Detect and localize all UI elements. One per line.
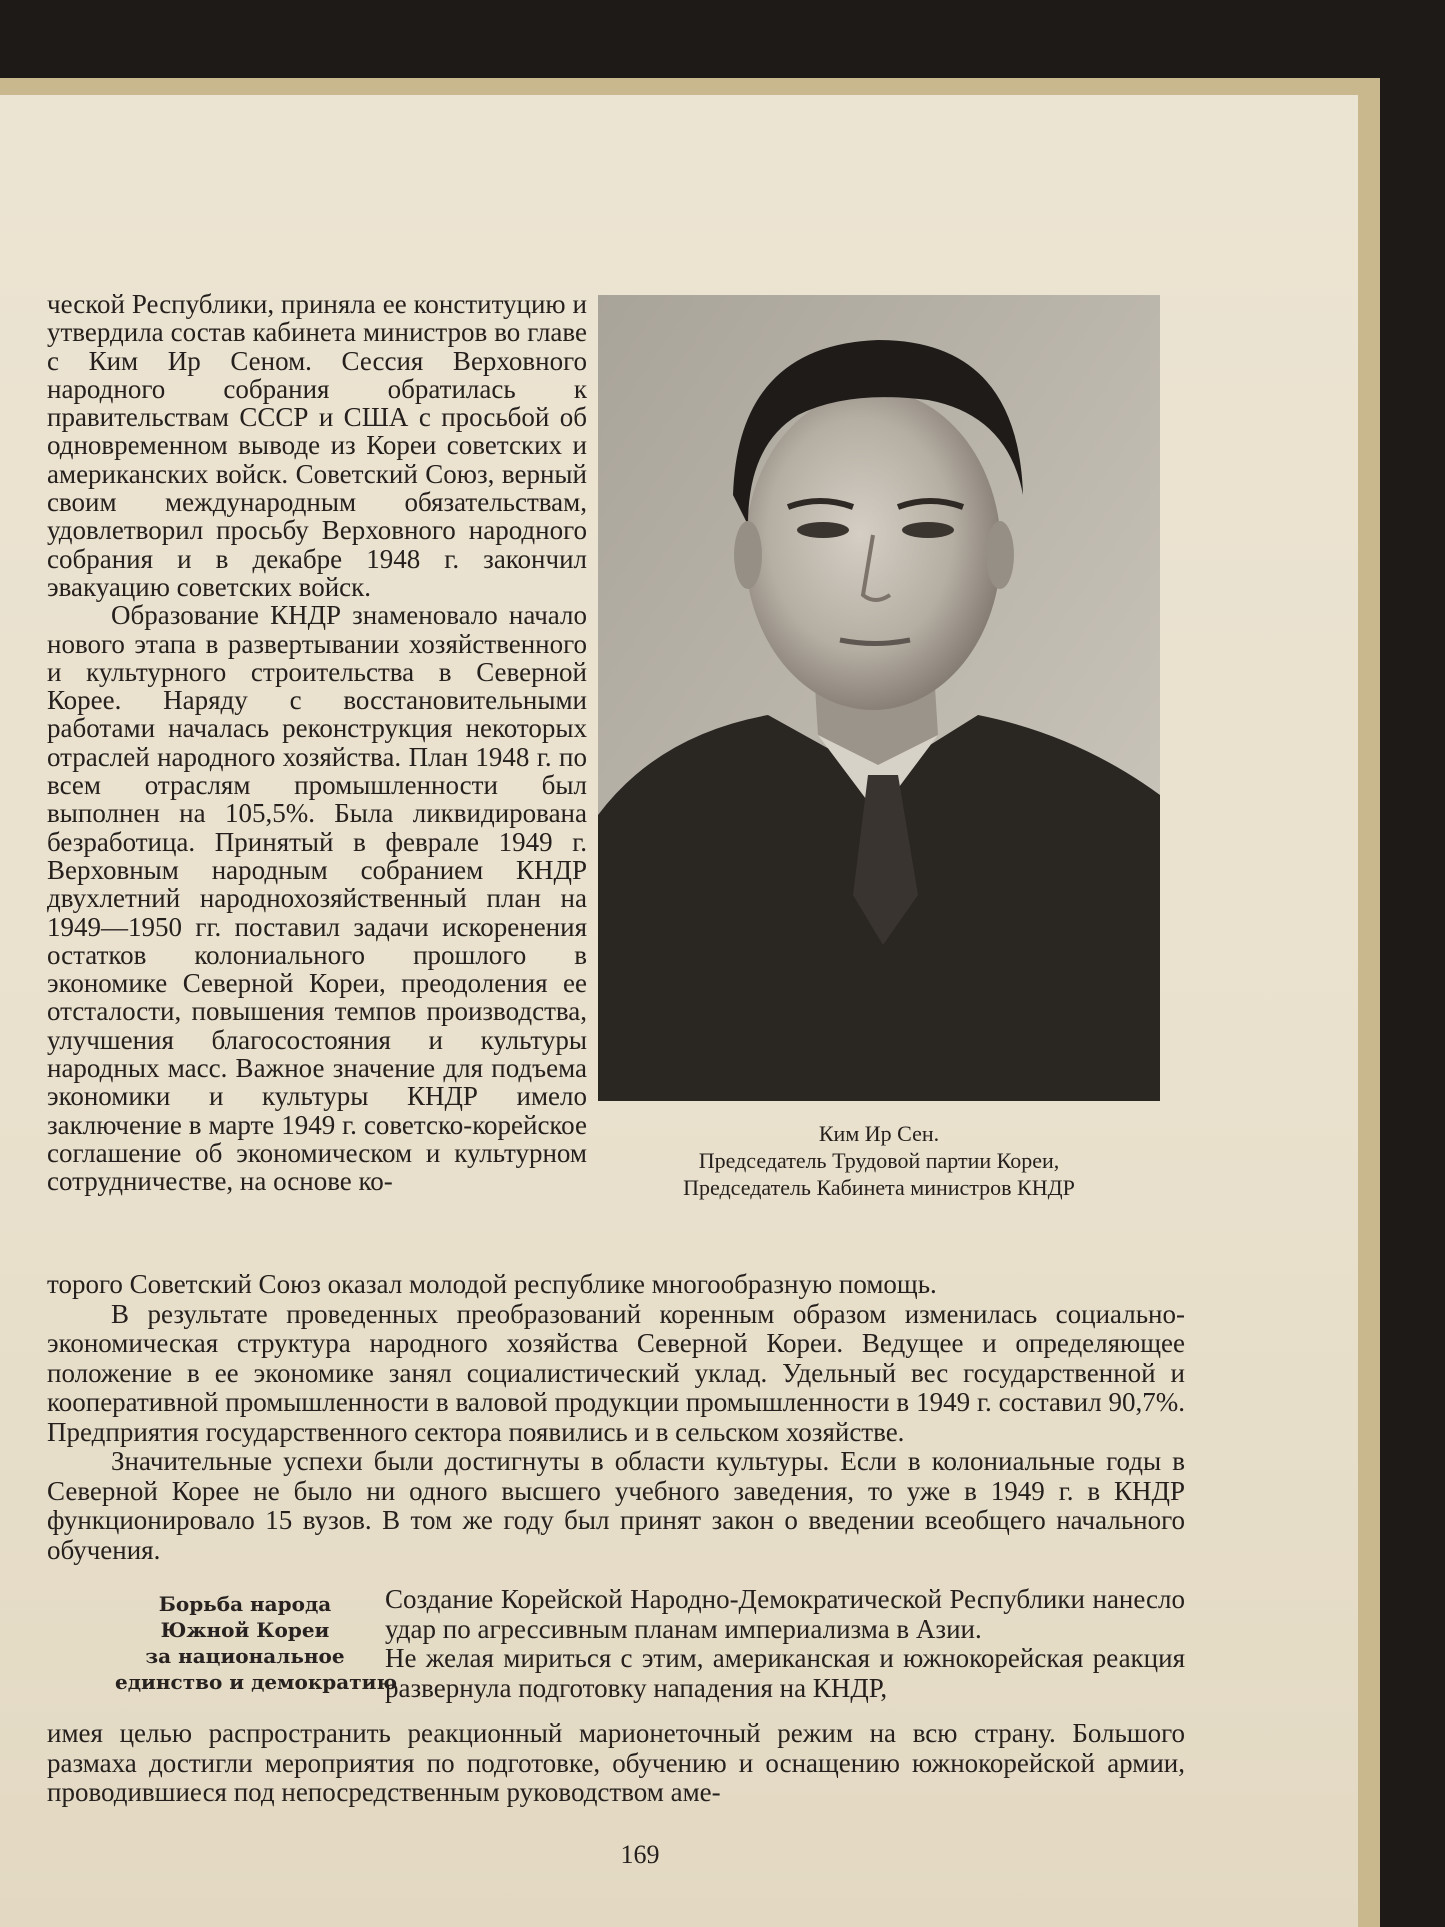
portrait-photo [598,295,1160,1101]
paragraph-1: ческой Республики, приняла ее конституцию и утвердила состав кабинета министров во главе с Ким Ир Сеном. Сессия Верховного народного собрания обратилась к правительствам СССР и США с просьбой об одновременном выводе из Кореи советских и американских войск. Советский Союз, верный своим международным обязательствам, удовлетворил просьбу Верховного народного собрания и в декабре 1948 г. закончил эвакуацию советских войск. [47,289,587,602]
paragraph-2: Образование КНДР знаменовало начало нового этапа в развертывании хозяйственного и культурного строительства в Северной Корее. Наряду с восстановительными работами началась реконструкция некоторых отраслей народного хозяйства. План 1948 г. по всем отраслям промышленности был выполнен на 105,5%. Была ликвидирована безработица. Принятый в феврале 1949 г. Верховным народным собранием КНДР двухлетний народнохозяйственный план на 1949—1950 гг. поставил задачи искоренения остатков колониального прошлого в экономике Северной Кореи, преодоления ее отсталости, повышения темпов производства, улучшения благосостояния и культуры народных масс. Важное значение для подъема экономики и культуры КНДР имело заключение в марте 1949 г. советско-корейское соглашение об экономическом и культурном сотрудничестве, на основе ко- [47,600,587,1197]
paragraph-4: Значительные успехи были достигнуты в области культуры. Если в колониальные годы в Северной Корее не было ни одного высшего учебного заведения, то уже в 1949 г. в КНДР функционировало 15 вузов. В том же году был принят закон о введении всеобщего начального обучения. [47,1446,1185,1565]
photo-caption [598,1120,1160,1201]
page-number: 169 [620,1840,660,1869]
full-width-text [47,1270,1185,1565]
caption-line-1: Ким Ир Сен. [818,1121,940,1146]
side-heading-line-2: Южной Кореи [160,1618,330,1642]
bottom-text: имея целью распространить реакционный марионеточный режим на всю страну. Большого размаха достигли мероприятия по подготовке, обучению и оснащению южнокорейской армии, проводившиеся под непосредственным руководством аме- [47,1718,1185,1807]
continuation-line: торого Советский Союз оказал молодой республике многообразную помощь. [47,1269,937,1299]
caption-line-2: Председатель Трудовой партии Кореи, [698,1148,1060,1173]
side-heading-line-1: Борьба народа [158,1592,332,1616]
side-heading-line-3: за национальное [145,1644,345,1668]
left-column-text [47,290,587,1196]
paragraph-5: Создание Корейской Народно-Демократической Республики нанесло удар по агрессивным планам империализма в Азии. [385,1584,1185,1644]
paragraph-6-start: Не желая мириться с этим, американская и южнокорейская реакция развернула подготовку нападения на КНДР, [385,1643,1185,1703]
caption-line-3: Председатель Кабинета министров КНДР [683,1175,1075,1200]
paragraph-3: В результате проведенных преобразований коренным образом изменилась социально-экономическая структура народного хозяйства Северной Кореи. Ведущее и определяющее положение в ее экономике занял социалистический уклад. Удельный вес государственной и кооперативной промышленности в валовой продукции промышленности в 1949 г. составил 90,7%. Предприятия государственного сектора появились и в сельском хозяйстве. [47,1298,1185,1447]
narrow-section-text [385,1585,1185,1703]
side-heading-line-4: единство и демократию [115,1670,397,1694]
book-page [0,95,1358,1927]
side-heading [115,1591,397,1695]
